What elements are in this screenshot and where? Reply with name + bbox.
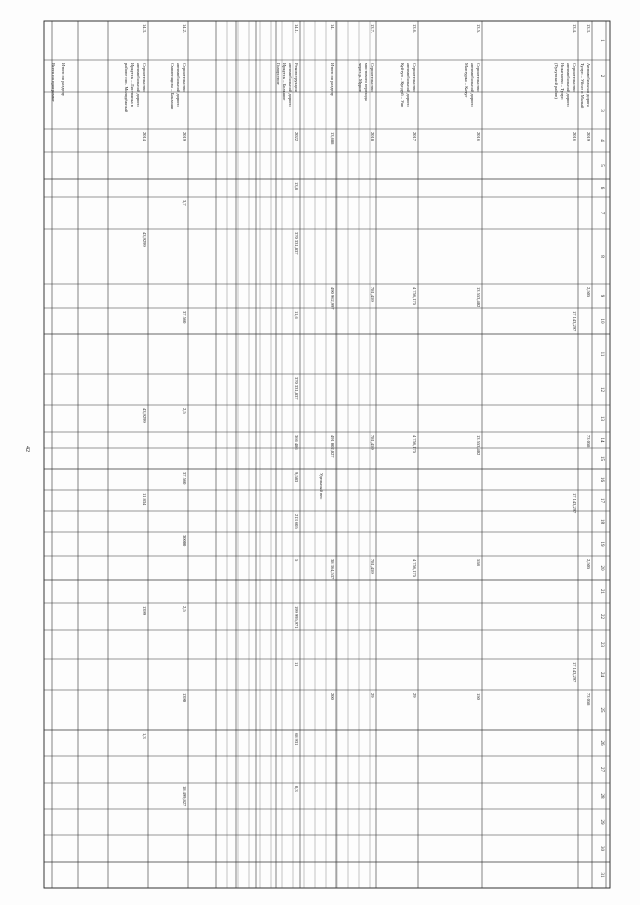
page-number: 42: [24, 446, 30, 452]
header-number: 20: [599, 565, 604, 571]
header-number: 4: [599, 139, 604, 142]
row-value: 200: [330, 693, 335, 700]
header-number: 19: [599, 541, 604, 547]
header-number: 8: [599, 255, 604, 258]
row-value: 17 143,297: [572, 311, 577, 332]
table-grid: [44, 21, 610, 888]
row-value: 13 553,402: [476, 435, 481, 456]
table-row: [358, 24, 375, 698]
row-name: Строительство: [142, 63, 147, 92]
header-number: 9: [599, 294, 604, 298]
header-number: 13: [599, 416, 604, 421]
row-name: Никитаево – Тулун: [560, 63, 565, 100]
row-value: 29: [412, 693, 417, 698]
row-value: 30000: [182, 535, 187, 547]
header-number: 16: [599, 477, 604, 482]
row-name: Иркутск – Листвянка в: [130, 63, 135, 107]
row-value: 29: [370, 693, 375, 698]
row-value: 2018: [370, 132, 375, 141]
row-number: 13.4.: [572, 24, 577, 33]
row-value: 1,3: [142, 733, 147, 739]
row-name: Строительство: [182, 63, 187, 92]
header-number: 26: [599, 740, 604, 746]
row-value: 37 560: [182, 472, 187, 485]
row-name: (Тулунский район): [554, 63, 559, 99]
row-name: автомобильной дороги: [566, 63, 571, 107]
row-name: Строительство: [412, 63, 417, 92]
table-border: [44, 21, 610, 888]
row-number: 14.1.: [294, 24, 299, 33]
row-value: 2,5: [182, 408, 187, 414]
row-value: 13,8: [294, 182, 299, 190]
row-value: 2019: [182, 132, 187, 141]
header-number: 23: [599, 642, 604, 647]
row-number: 13.6.: [412, 24, 417, 33]
row-value: 781,459: [370, 435, 375, 450]
row-value: 2,505: [586, 559, 591, 570]
header-number: 12: [599, 387, 604, 392]
row-name: Куйтун – Кундуй – Уян: [400, 63, 405, 108]
row-value: 43,9299: [142, 408, 147, 423]
row-number: 14.2.: [182, 24, 187, 33]
row-value: 2019: [586, 132, 591, 141]
header-number: 29: [599, 819, 604, 825]
row-value: 18 499,827: [182, 786, 187, 807]
header-number: 24: [599, 672, 604, 677]
row-value: 4 756,175: [412, 287, 417, 305]
table-header: [319, 39, 604, 878]
row-name: Голоустное: [276, 63, 281, 85]
row-name: Строительство: [370, 63, 375, 92]
row-value: 2017: [412, 132, 417, 141]
table-row: [329, 24, 335, 701]
table-row: [554, 24, 577, 683]
row-name: Смоленщина – Баклаши: [170, 63, 175, 110]
row-value: 558: [476, 559, 481, 566]
row-name: Манзурка – Качуг: [464, 63, 469, 98]
row-value: 17 143,297: [572, 493, 577, 514]
row-value: 0,3: [294, 786, 299, 792]
row-name: автомобильной дороги: [288, 63, 293, 107]
row-value: 366 486: [294, 435, 299, 450]
row-number: 14.3.: [142, 24, 147, 33]
row-value: 2014: [142, 132, 147, 141]
row-value: 2,505: [586, 287, 591, 298]
row-value: 2016: [476, 132, 481, 141]
table-row: [276, 24, 299, 792]
table-row: [580, 24, 591, 706]
row-name: Реконструкция: [294, 63, 299, 92]
header-number: 25: [599, 707, 604, 713]
header-number: 30: [599, 846, 604, 851]
row-value: 73 058: [586, 435, 591, 448]
header-number: 27: [599, 767, 604, 772]
row-value: 11: [294, 662, 299, 667]
row-name: Строительство: [572, 63, 577, 92]
header-number: 1: [599, 39, 604, 42]
row-value: 1399: [142, 606, 147, 615]
data-table: [38, 0, 616, 905]
row-name: Строительство: [476, 63, 481, 92]
row-name: Иркутск – Большое: [282, 63, 287, 101]
row-value: 5: [294, 559, 299, 562]
row-value: 73 058: [586, 693, 591, 706]
row-value: 199 995,971: [294, 606, 299, 629]
table-row: [400, 24, 417, 698]
table-row: [464, 24, 481, 701]
row-value: 11 834: [142, 493, 147, 506]
header-number: 22: [599, 614, 604, 619]
header-number: 31: [599, 872, 604, 878]
row-value: 3,7: [182, 200, 187, 206]
row-value: 13,688: [330, 132, 335, 145]
header-number: 2: [599, 74, 604, 78]
header-number: 21: [599, 589, 604, 594]
row-value: 17 143,297: [572, 662, 577, 683]
row-value: 37 560: [182, 311, 187, 324]
row-value: 150: [476, 693, 481, 700]
row-name: автомобильной дороги: [406, 63, 411, 107]
header-number: 17: [599, 498, 604, 503]
row-value: 491 002,027: [330, 435, 335, 458]
table-row: [170, 24, 187, 807]
row-value: 370 331,837: [294, 232, 299, 255]
header-number: 18: [599, 519, 604, 524]
header-number: 14: [599, 437, 604, 443]
table-row: [124, 24, 147, 739]
row-value: 38 364,537: [330, 559, 335, 580]
row-number: 13.5.: [476, 24, 481, 33]
row-name: Автомобильная дорога: [586, 63, 591, 107]
row-value: 11,6: [294, 311, 299, 319]
row-number: 13.7.: [370, 24, 375, 33]
row-value: 2016: [572, 132, 577, 141]
header-number: 5: [599, 164, 604, 167]
row-value: 68 931: [294, 733, 299, 746]
row-value: 2022: [294, 132, 299, 141]
bottom-note: Итого по разделу: [61, 63, 66, 97]
row-value: 13 553,402: [476, 287, 481, 308]
row-name: Итого по разделу: [330, 63, 335, 97]
header-number: 6: [599, 186, 604, 190]
row-value: 4 756,175: [412, 559, 417, 577]
row-value: 9,583: [294, 472, 299, 483]
header-number: 10: [599, 318, 604, 324]
header-number: 15: [599, 456, 604, 461]
row-value: 781,459: [370, 559, 375, 574]
row-name: автомобильной дороги: [176, 63, 181, 107]
row-value: 2,5: [182, 606, 187, 612]
row-value: 1390: [182, 693, 187, 702]
row-name: через р. Мурин: [358, 63, 363, 93]
row-name: районе пос. Молодёжный: [124, 63, 129, 113]
section-label: Удельный вес: [319, 473, 324, 500]
row-number: 14.: [330, 24, 335, 30]
table-body: [51, 24, 591, 807]
bottom-note: Всего по программе: [51, 63, 56, 102]
row-name: автомобильной дороги: [136, 63, 141, 107]
row-name: Тулун – Уйгат и Малый: [580, 63, 585, 109]
row-name: автомобильной дороги: [470, 63, 475, 107]
row-value: 4 756,175: [412, 435, 417, 453]
row-value: 490 962,997: [330, 287, 335, 310]
header-number: 11: [599, 351, 604, 357]
row-value: 43,9299: [142, 232, 147, 247]
row-name: мостового перехода: [364, 63, 369, 101]
row-value: 781,459: [370, 287, 375, 302]
row-number: 13.3.: [586, 24, 591, 33]
row-value: 213 605: [294, 514, 299, 529]
row-value: 370 331,837: [294, 377, 299, 400]
header-number: 3: [599, 109, 604, 112]
header-number: 7: [599, 211, 604, 215]
header-number: 28: [599, 793, 604, 799]
